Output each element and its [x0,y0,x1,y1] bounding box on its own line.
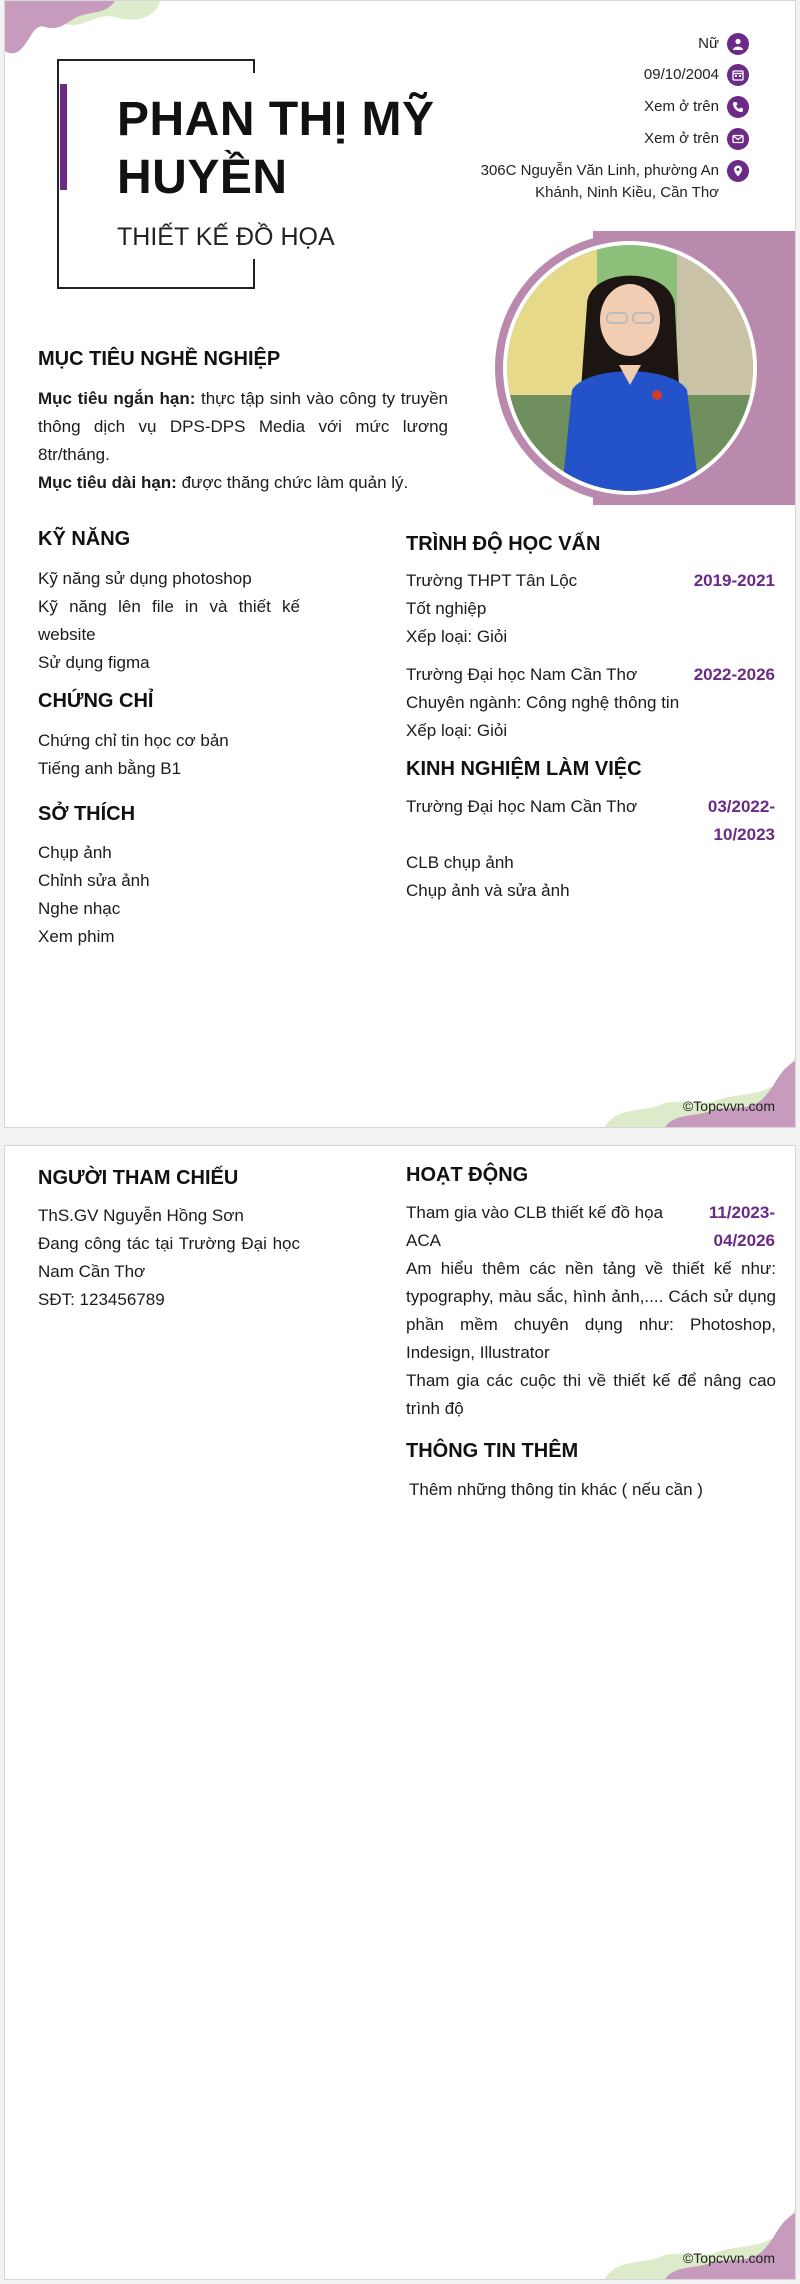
dob-value: 09/10/2004 [643,66,719,83]
candidate-role: THIẾT KẾ ĐỒ HỌA [117,223,335,251]
contact-dob [644,64,749,86]
long-term-label: Mục tiêu dài hạn: [38,473,177,492]
education-date-2: 2022-2026 [693,665,775,684]
activity-description: Am hiểu thêm các nền tảng về thiết kế như: typography, màu sắc, hình ảnh,.... Cách sử dụng phần mềm chuyên dụng như: Photoshop, Indesign, Illustrator [406,1259,776,1362]
gender-value: Nữ [698,35,719,52]
address-value: 306C Nguyễn Văn Linh, phường An Khánh, Ninh Kiều, Cần Thơ [480,162,719,201]
reference-work: Đang công tác tại Trường Đại học Nam Cần Thơ [38,1234,300,1281]
education-detail: Chuyên ngành: Công nghệ thông tin [406,693,680,712]
experience-detail: CLB chụp ảnh [406,853,514,872]
mail-icon [727,128,749,150]
reference-name: ThS.GV Nguyễn Hồng Sơn [38,1206,244,1225]
education-detail: Tốt nghiệp [406,599,487,618]
hobby-item: Chỉnh sửa ảnh [38,871,150,890]
activity-details [406,1255,776,1423]
footer-watermark: ©Topcvvn.com [682,1098,775,1114]
education-date-1: 2019-2021 [693,571,775,590]
calendar-icon [727,64,749,86]
contact-address [464,160,749,204]
references-body [38,1202,300,1314]
header-frame-right-bottom [253,259,255,289]
cv-page-2 [4,1145,796,2280]
contact-email [644,128,749,150]
school-name: Trường Đại học Nam Cần Thơ [406,665,638,684]
header-frame-top [57,59,255,61]
certificate-item: Chứng chỉ tin học cơ bản [38,731,229,750]
hobby-item: Xem phim [38,927,115,946]
short-term-text: thực tập sinh vào công ty truyền thông dịch vụ DPS-DPS Media với mức lương 8tr/tháng. [38,389,448,464]
phone-icon [727,96,749,118]
cv-page-1 [4,0,796,1128]
skill-item: Sử dụng figma [38,653,150,672]
activities-title: HOẠT ĐỘNG [406,1164,529,1186]
skills-list [38,565,300,677]
header-accent-bar [60,84,67,190]
decorative-blob-bottom-right [605,1057,795,1127]
additional-info-title: THÔNG TIN THÊM [406,1440,579,1462]
skill-item: Kỹ năng sử dụng photoshop [38,569,252,588]
long-term-text: được thăng chức làm quản lý. [176,473,409,492]
contact-phone [644,96,749,118]
header-frame-bottom [57,287,255,289]
skill-item: Kỹ năng lên file in và thiết kế website [38,597,300,644]
certificates-title: CHỨNG CHỈ [38,690,154,712]
education-title: TRÌNH ĐỘ HỌC VẤN [406,533,601,555]
location-pin-icon [727,160,749,182]
objective-title: MỤC TIÊU NGHỀ NGHIỆP [38,348,281,370]
photo-ring [495,233,765,503]
user-icon [727,33,749,55]
activity-description: Tham gia các cuộc thi về thiết kế để nâng cao trình độ [406,1371,776,1418]
header-frame-left [57,59,59,289]
experience-detail: Chụp ảnh và sửa ảnh [406,881,570,900]
experience-details [406,849,676,905]
references-title: NGƯỜI THAM CHIẾU [38,1167,239,1189]
header-frame-right-top [253,59,255,73]
email-value: Xem ở trên [644,130,719,147]
experience-org: Trường Đại học Nam Cần Thơ [406,797,638,816]
additional-info-text: Thêm những thông tin khác ( nếu cần ) [409,1480,703,1499]
experience-title: KINH NGHIỆM LÀM VIỆC [406,758,642,780]
footer-watermark: ©Topcvvn.com [682,2250,775,2266]
education-entry-1 [406,567,656,651]
hobbies-title: SỞ THÍCH [38,803,136,825]
hobbies-list [38,839,300,951]
profile-photo [507,245,753,491]
activity-date: 11/2023- 04/2026 [708,1203,775,1250]
reference-phone: SĐT: 123456789 [38,1290,165,1309]
decorative-blob-bottom-right [605,2209,795,2279]
candidate-name: PHAN THỊ MỸ HUYỀN [117,93,435,204]
hobby-item: Nghe nhạc [38,899,121,918]
activity-org: Tham gia vào CLB thiết kế đồ họa ACA [406,1203,664,1250]
phone-value: Xem ở trên [644,98,719,115]
experience-date: 03/2022- 10/2023 [707,797,775,844]
education-detail: Xếp loại: Giỏi [406,627,508,646]
certificate-item: Tiếng anh bằng B1 [38,759,182,778]
education-entry-2 [406,661,726,745]
decorative-blob-top-left [5,1,165,61]
contact-gender [698,33,749,55]
short-term-label: Mục tiêu ngắn hạn: [38,389,196,408]
objective-body [38,385,448,497]
hobby-item: Chụp ảnh [38,843,112,862]
education-detail: Xếp loại: Giỏi [406,721,508,740]
school-name: Trường THPT Tân Lộc [406,571,578,590]
skills-title: KỸ NĂNG [38,528,131,550]
certificates-list [38,727,300,783]
